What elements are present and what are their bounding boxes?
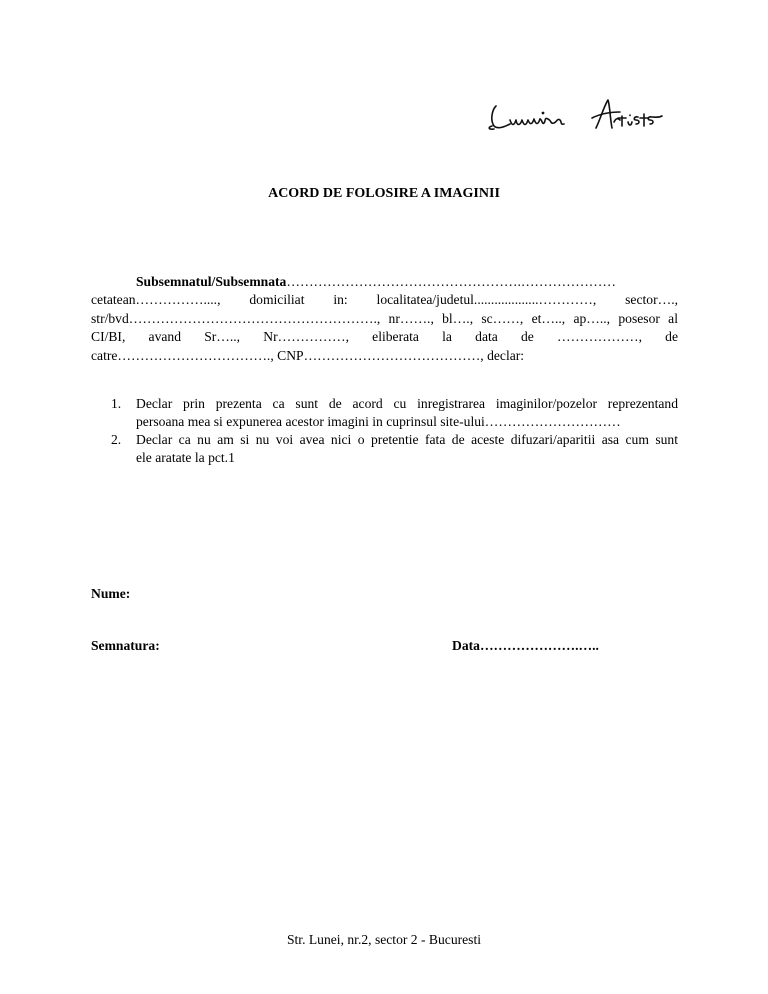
paragraph-line-3: str/bvd………………………………………………., nr……., bl…., sc……, et….., ap….., posesor al (91, 310, 678, 326)
paragraph-line-2: cetatean……………...., domiciliat in: localitatea/judetul...................…………, sector…., (91, 292, 678, 308)
logo-signature-mark (486, 96, 682, 138)
list-item (91, 431, 678, 467)
list-item-line: Declar prin prezenta ca sunt de acord cu inregistrarea imaginilor/pozelor reprezentand (136, 396, 678, 411)
list-item-number: 2. (111, 432, 122, 447)
list-item (91, 395, 678, 431)
nume-label: Nume: (91, 586, 131, 601)
list-item-number: 1. (111, 396, 122, 411)
list-item-line: ele aratate la pct.1 (136, 450, 235, 465)
name-blank: …………………………………………….………………… (286, 274, 616, 289)
footer-address: Str. Lunei, nr.2, sector 2 - Bucuresti (286, 932, 482, 947)
declaration-list (91, 395, 678, 467)
paragraph-line-1 (91, 273, 678, 291)
subsemnatul-label: Subsemnatul/Subsemnata (136, 274, 287, 289)
semnatura-label: Semnatura: (91, 638, 160, 653)
declaration-paragraph (91, 273, 678, 365)
data-label: Data………………….….. (452, 638, 599, 653)
document-title: ACORD DE FOLOSIRE A IMAGINII (268, 186, 500, 201)
paragraph-line-5: catre……………………………., CNP…………………………………, declar: (91, 347, 525, 363)
list-item-line: Declar ca nu am si nu voi avea nici o pretentie fata de aceste difuzari/aparitii asa cum sunt (136, 432, 678, 447)
paragraph-line-4: CI/BI, avand Sr….., Nr……………, eliberata la data de ………………, de (91, 329, 678, 345)
list-item-line: persoana mea si expunerea acestor imagini in cuprinsul site-ului………………………… (136, 414, 621, 429)
logo (486, 96, 682, 138)
